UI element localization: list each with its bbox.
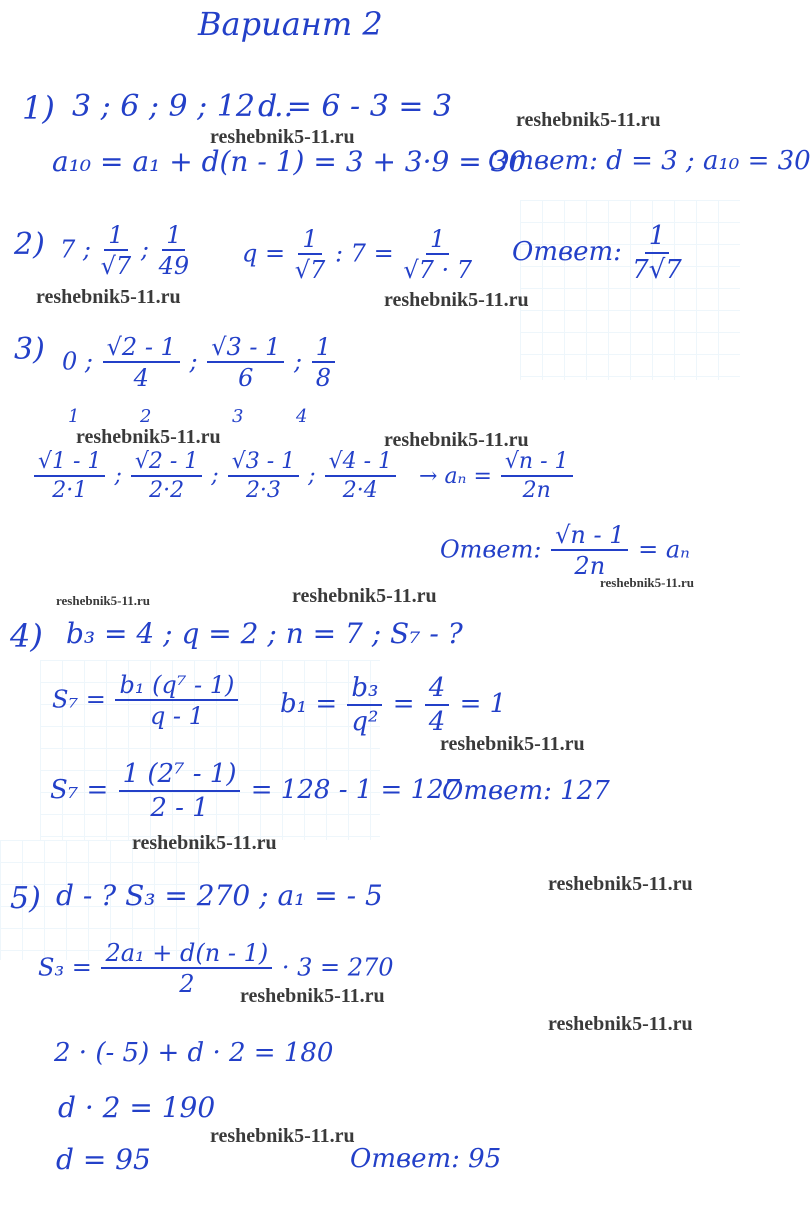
numerator: √2 - 1 (131, 450, 202, 477)
p4-number: 4) (10, 617, 43, 655)
p2-q-lhs: q = (242, 239, 286, 268)
watermark: reshebnik5-11.ru (76, 426, 221, 448)
page-title: Вариант 2 (198, 5, 383, 43)
numerator: b₁ (q⁷ - 1) (115, 672, 238, 701)
watermark: reshebnik5-11.ru (132, 832, 277, 854)
p2-q-frac (295, 226, 326, 284)
p4-b1-lhs: b₁ = (280, 689, 338, 720)
denominator: 2n (522, 478, 551, 504)
p2-number: 2) (14, 227, 45, 262)
numerator: 1 (2⁷ - 1) (119, 760, 241, 792)
p4-s7-frac (115, 672, 238, 730)
denominator: 4 (133, 364, 149, 393)
watermark: reshebnik5-11.ru (210, 1125, 355, 1147)
p2-answer (512, 222, 684, 284)
p4-s7-calc (50, 760, 460, 822)
p2-seq-frac1 (101, 222, 132, 280)
p3-index-1: 1 (68, 406, 80, 427)
p3-number: 3) (14, 332, 45, 367)
p5-given: d - ? S₃ = 270 ; a₁ = - 5 (56, 879, 383, 912)
watermark: reshebnik5-11.ru (384, 429, 529, 451)
p4-s7b-frac (119, 760, 241, 822)
denominator: 2n (574, 552, 606, 581)
p3-index-2: 2 (140, 406, 152, 427)
denominator: 7√7 (632, 254, 682, 285)
watermark: reshebnik5-11.ru (600, 575, 695, 590)
numerator: √3 - 1 (228, 450, 299, 477)
p3-term1 (34, 450, 105, 503)
p3-term2 (131, 450, 202, 503)
p4-s7b-lhs: S₇ = (50, 775, 109, 806)
numerator: √4 - 1 (325, 450, 396, 477)
p3-frac2 (207, 334, 284, 392)
p4-b1-expr (280, 674, 506, 736)
numerator: 2a₁ + d(n - 1) (101, 940, 272, 969)
numerator: √n - 1 (501, 450, 573, 477)
p2-answer-label: Ответ: (512, 237, 622, 268)
numerator: 1 (298, 226, 321, 255)
denominator: √7 (100, 252, 132, 281)
p1-sequence: 3 ; 6 ; 9 ; 12 ... (72, 89, 294, 124)
p4-s7-formula (52, 672, 240, 730)
p2-answer-frac (632, 222, 682, 284)
p3-answer (440, 522, 690, 580)
denominator: 2 - 1 (150, 792, 209, 823)
watermark: reshebnik5-11.ru (210, 126, 355, 148)
denominator: 49 (158, 252, 190, 281)
p3-frac1 (103, 334, 180, 392)
p3-an (501, 450, 573, 503)
watermark: reshebnik5-11.ru (440, 733, 585, 755)
denominator: 2·4 (342, 478, 378, 504)
numerator: 1 (312, 334, 335, 363)
p3-frac3 (312, 334, 335, 392)
p1-formula: a₁₀ = a₁ + d(n - 1) = 3 + 3·9 = 30 (52, 145, 527, 178)
p2-sequence: 7 ; $\frac{1}{√7}$ ; $\frac{1}{49}$ (60, 221, 190, 281)
p1-number: 1) (22, 89, 55, 127)
numerator: 1 (645, 222, 670, 254)
p2-seq-frac2 (159, 222, 190, 280)
numerator: √1 - 1 (34, 450, 105, 477)
p5-answer: Ответ: 95 (350, 1144, 502, 1174)
watermark: reshebnik5-11.ru (240, 985, 385, 1007)
p2-q-mid: : 7 = (334, 239, 394, 268)
p3-terms: $\frac{√1 - 1}{2\cdot 1}$ ; $\frac{√2 - 1}{2\cdot 2}$ ; $\frac{√3 - 1}{2\cdot 3}$ ; $\frac{√4 - 1}{2\cdot 4}$ → aₙ = $\frac{√n - 1}{2n}$ (32, 450, 575, 503)
numerator: 1 (162, 222, 185, 251)
watermark: reshebnik5-11.ru (36, 286, 181, 308)
p5-number: 5) (10, 881, 41, 916)
p5-line2: d · 2 = 190 (58, 1091, 216, 1124)
denominator: 6 (238, 364, 254, 393)
p3-index-3: 3 (232, 406, 244, 427)
p4-answer: Ответ: 127 (442, 776, 610, 806)
p5-s3-tail: · 3 = 270 (281, 953, 394, 982)
p5-line1: 2 · (- 5) + d · 2 = 180 (54, 1038, 334, 1068)
watermark: reshebnik5-11.ru (56, 593, 151, 608)
p3-answer-frac (551, 522, 628, 580)
p3-answer-label: Ответ: (440, 535, 542, 564)
p5-s3-lhs: S₃ = (38, 953, 92, 982)
p4-b1-tail: = 1 (459, 689, 507, 720)
watermark: reshebnik5-11.ru (292, 585, 437, 607)
denominator: 2·3 (245, 478, 281, 504)
p3-term4 (325, 450, 396, 503)
numerator: 4 (425, 674, 450, 706)
p2-seq-first: 7 ; (60, 235, 91, 264)
numerator: 1 (104, 222, 127, 251)
p3-seq-first: 0 ; (62, 347, 93, 376)
denominator: 8 (315, 364, 332, 393)
denominator: √7 · 7 (403, 256, 473, 285)
denominator: 2·1 (52, 478, 88, 504)
denominator: 2 (179, 970, 195, 999)
p4-s7b-tail: = 128 - 1 = 127 (250, 775, 461, 806)
watermark: reshebnik5-11.ru (384, 289, 529, 311)
numerator: b₃ (347, 674, 382, 706)
numerator: √n - 1 (551, 522, 628, 551)
p2-q-expr (242, 226, 474, 284)
denominator: q² (351, 706, 379, 737)
denominator: q - 1 (149, 702, 204, 731)
p3-answer-tail: = aₙ (638, 535, 690, 564)
watermark: reshebnik5-11.ru (548, 1013, 693, 1035)
numerator: 1 (426, 226, 449, 255)
denominator: √7 (294, 256, 326, 285)
denominator: 2·2 (149, 478, 185, 504)
p4-b1-result (425, 674, 450, 736)
p4-given: b₃ = 4 ; q = 2 ; n = 7 ; S₇ - ? (66, 617, 463, 650)
watermark: reshebnik5-11.ru (516, 109, 661, 131)
p3-arrow: → aₙ = (419, 463, 492, 489)
p4-s7-lhs: S₇ = (52, 685, 106, 714)
p3-sequence: 0 ; $\frac{√2 - 1}{4}$ ; $\frac{√3 - 1}{6}$ ; $\frac{1}{8}$ (62, 334, 337, 392)
p3-index-4: 4 (296, 406, 308, 427)
p4-b1-eq: = (392, 689, 415, 720)
numerator: √3 - 1 (207, 334, 284, 363)
denominator: 4 (428, 706, 446, 737)
numerator: √2 - 1 (103, 334, 180, 363)
p1-d-expr: d = 6 - 3 = 3 (258, 89, 453, 124)
p5-line3: d = 95 (56, 1143, 151, 1176)
watermark: reshebnik5-11.ru (548, 873, 693, 895)
p2-q-result (403, 226, 472, 284)
p3-term3 (228, 450, 299, 503)
p4-b1-frac (347, 674, 382, 736)
p1-answer: Ответ: d = 3 ; a₁₀ = 30 (488, 146, 811, 176)
